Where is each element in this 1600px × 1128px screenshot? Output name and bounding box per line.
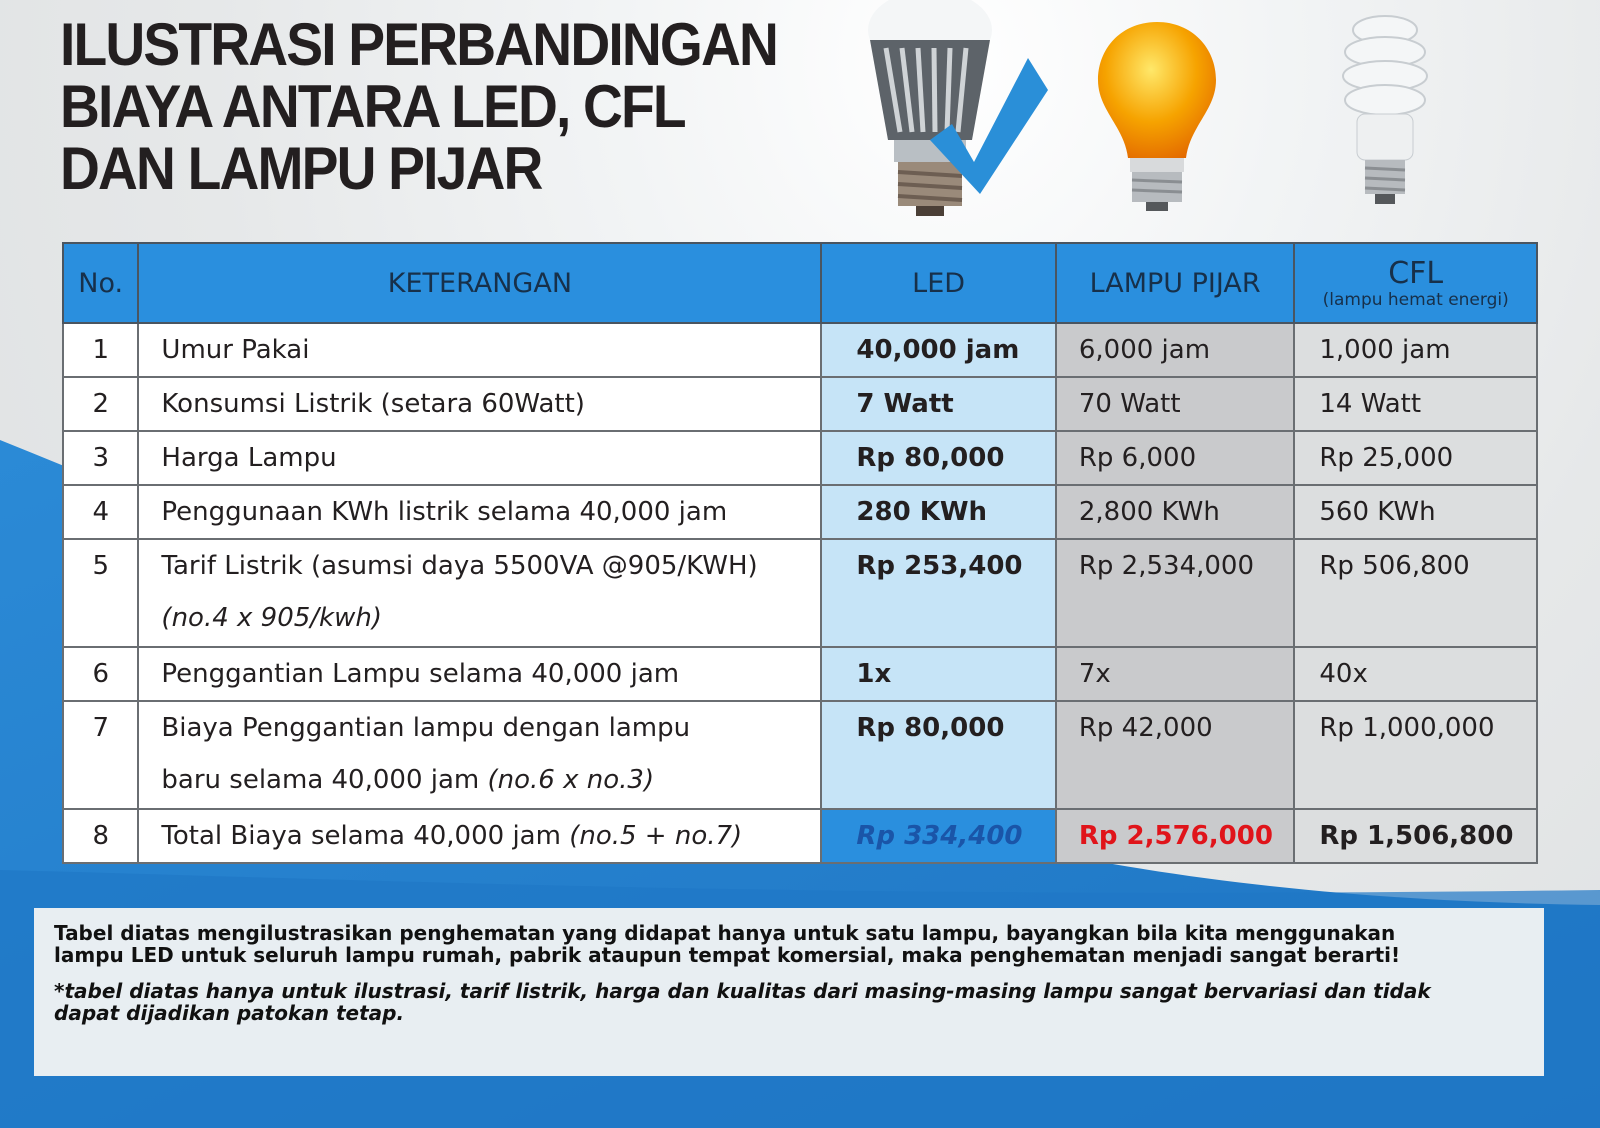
row-led-value: Rp 80,000 bbox=[821, 701, 1055, 809]
row-number: 2 bbox=[63, 377, 138, 431]
table-row bbox=[63, 485, 1537, 539]
row-description: Harga Lampu bbox=[138, 431, 821, 485]
footnote-main: Tabel diatas mengilustrasikan penghematan yang didapat hanya untuk satu lampu, bayangkan bila kita menggunakan lampu LED untuk seluruh lampu rumah, pabrik ataupun tempat komersial, maka penghematan menjadi sangat berarti! bbox=[54, 921, 1401, 967]
table-row-total bbox=[63, 809, 1537, 863]
row-number: 8 bbox=[63, 809, 138, 863]
title-line-2: BIAYA ANTARA LED, CFL bbox=[60, 73, 685, 140]
title-line-3: DAN LAMPU PIJAR bbox=[60, 135, 542, 202]
row-number: 7 bbox=[63, 701, 138, 809]
row-pijar-value: 70 Watt bbox=[1056, 377, 1295, 431]
row-description bbox=[138, 809, 821, 863]
row-number: 4 bbox=[63, 485, 138, 539]
row-led-value: 1x bbox=[821, 647, 1055, 701]
table-header-row bbox=[63, 243, 1537, 323]
row-description-line: Biaya Penggantian lampu dengan lampu bbox=[161, 713, 691, 743]
cfl-bulb-icon bbox=[1335, 8, 1435, 208]
header-cfl-sublabel: (lampu hemat energi) bbox=[1322, 290, 1509, 310]
footnote-disclaimer: *tabel diatas hanya untuk ilustrasi, tarif listrik, harga dan kualitas dari masing-masing lampu sangat bervariasi dan tidak dapat dijadikan patokan tetap. bbox=[54, 979, 1431, 1025]
row-description-text: Total Biaya selama 40,000 jam bbox=[161, 821, 561, 851]
row-description bbox=[138, 539, 821, 647]
header-cfl-label: CFL bbox=[1388, 256, 1444, 291]
row-description-line: Tarif Listrik (asumsi daya 5500VA @905/KWH) bbox=[161, 551, 758, 581]
row-pijar-value: 7x bbox=[1056, 647, 1295, 701]
row-led-value: 7 Watt bbox=[821, 377, 1055, 431]
total-led-value: Rp 334,400 bbox=[821, 809, 1055, 863]
total-cfl-value: Rp 1,506,800 bbox=[1294, 809, 1537, 863]
table-row bbox=[63, 647, 1537, 701]
row-pijar-value: 2,800 KWh bbox=[1056, 485, 1295, 539]
header-led: LED bbox=[821, 243, 1055, 323]
row-led-value: Rp 253,400 bbox=[821, 539, 1055, 647]
checkmark-icon bbox=[930, 58, 1050, 198]
row-number: 6 bbox=[63, 647, 138, 701]
row-cfl-value: Rp 25,000 bbox=[1294, 431, 1537, 485]
row-cfl-value: Rp 506,800 bbox=[1294, 539, 1537, 647]
comparison-table bbox=[62, 242, 1538, 864]
row-description: Konsumsi Listrik (setara 60Watt) bbox=[138, 377, 821, 431]
footnote-box bbox=[34, 908, 1544, 1076]
row-cfl-value: 1,000 jam bbox=[1294, 323, 1537, 377]
row-number: 3 bbox=[63, 431, 138, 485]
row-description bbox=[138, 701, 821, 809]
incandescent-bulb-icon bbox=[1092, 18, 1222, 213]
row-led-value: 280 KWh bbox=[821, 485, 1055, 539]
row-description: Penggantian Lampu selama 40,000 jam bbox=[138, 647, 821, 701]
row-number: 5 bbox=[63, 539, 138, 647]
row-cfl-value: 560 KWh bbox=[1294, 485, 1537, 539]
row-cfl-value: Rp 1,000,000 bbox=[1294, 701, 1537, 809]
table-row bbox=[63, 539, 1537, 647]
table-row bbox=[63, 323, 1537, 377]
row-description-text: baru selama 40,000 jam bbox=[161, 765, 480, 795]
header-no: No. bbox=[63, 243, 138, 323]
table-row bbox=[63, 431, 1537, 485]
table-row bbox=[63, 377, 1537, 431]
header-keterangan: KETERANGAN bbox=[138, 243, 821, 323]
row-cfl-value: 40x bbox=[1294, 647, 1537, 701]
title-line-1: ILUSTRASI PERBANDINGAN bbox=[60, 11, 778, 78]
table-row bbox=[63, 701, 1537, 809]
total-pijar-value: Rp 2,576,000 bbox=[1056, 809, 1295, 863]
row-description-line-2 bbox=[161, 754, 820, 806]
row-led-value: Rp 80,000 bbox=[821, 431, 1055, 485]
page-title bbox=[60, 11, 778, 202]
row-description: Penggunaan KWh listrik selama 40,000 jam bbox=[138, 485, 821, 539]
row-description-formula: (no.6 x no.3) bbox=[487, 765, 655, 795]
header-cfl bbox=[1294, 243, 1537, 323]
row-description-formula: (no.4 x 905/kwh) bbox=[161, 603, 383, 633]
row-number: 1 bbox=[63, 323, 138, 377]
row-description-formula: (no.5 + no.7) bbox=[569, 821, 743, 851]
row-led-value: 40,000 jam bbox=[821, 323, 1055, 377]
row-description: Umur Pakai bbox=[138, 323, 821, 377]
row-cfl-value: 14 Watt bbox=[1294, 377, 1537, 431]
row-pijar-value: Rp 2,534,000 bbox=[1056, 539, 1295, 647]
row-pijar-value: 6,000 jam bbox=[1056, 323, 1295, 377]
row-pijar-value: Rp 42,000 bbox=[1056, 701, 1295, 809]
row-pijar-value: Rp 6,000 bbox=[1056, 431, 1295, 485]
header-lampu-pijar: LAMPU PIJAR bbox=[1056, 243, 1295, 323]
